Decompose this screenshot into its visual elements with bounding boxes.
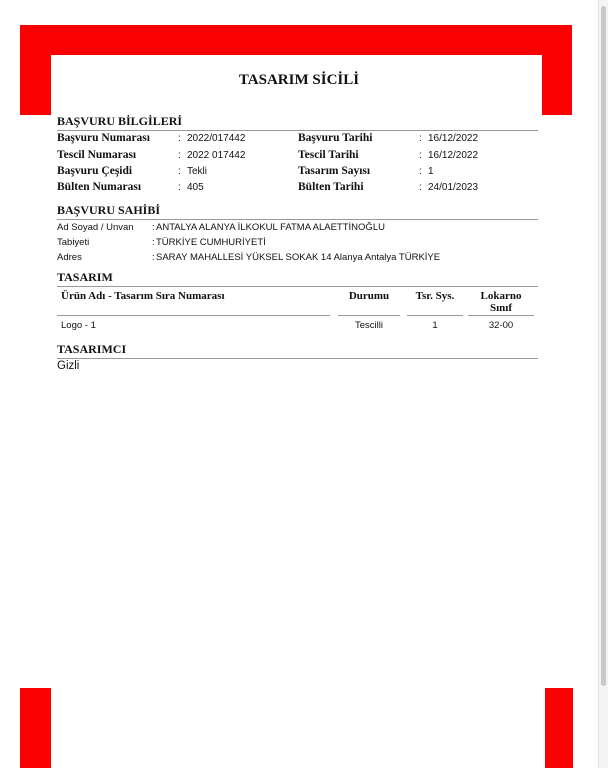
cell-lokarno: 32-00 — [488, 320, 514, 331]
label-adres: Adres — [57, 252, 82, 263]
value-basvuru-cesidi: Tekli — [187, 166, 208, 177]
vertical-scrollbar[interactable] — [598, 0, 608, 768]
label-basvuru-tarihi: Başvuru Tarihi — [298, 132, 373, 144]
label-basvuru-cesidi: Başvuru Çeşidi — [57, 165, 133, 177]
label-bulten-numarasi: Bülten Numarası — [57, 181, 142, 193]
value-tabiyeti: TÜRKİYE CUMHURİYETİ — [156, 237, 266, 248]
colon: : — [178, 133, 181, 144]
colon: : — [419, 182, 422, 193]
cell-durumu: Tescilli — [355, 320, 383, 331]
red-frame-bottom-left — [20, 688, 51, 768]
label-tabiyeti: Tabiyeti — [57, 237, 90, 248]
value-tasarim-sayisi: 1 — [428, 166, 434, 177]
cell-tsr-sys: 1 — [432, 320, 438, 331]
column-header-underline — [468, 315, 534, 316]
document-title: TASARIM SİCİLİ — [238, 72, 360, 88]
colon: : — [178, 166, 181, 177]
red-frame-top-left — [20, 25, 51, 115]
colon: : — [152, 237, 155, 248]
label-bulten-tarihi: Bülten Tarihi — [298, 181, 364, 193]
value-basvuru-numarasi: 2022/017442 — [187, 133, 246, 144]
colon: : — [178, 182, 181, 193]
value-bulten-numarasi: 405 — [187, 182, 204, 193]
colon: : — [152, 222, 155, 233]
section-heading-basvuru-sahibi: BAŞVURU SAHİBİ — [57, 203, 538, 220]
column-header-durumu: Durumu — [348, 290, 390, 302]
label-basvuru-numarasi: Başvuru Numarası — [57, 132, 150, 144]
label-tasarim-sayisi: Tasarım Sayısı — [298, 165, 371, 177]
red-frame-top-right — [542, 25, 572, 115]
column-header-tsr-sys: Tsr. Sys. — [415, 290, 455, 302]
column-header-lokarno: Lokarno — [480, 290, 522, 302]
column-header-sinif: Sınıf — [489, 302, 512, 314]
column-header-underline — [57, 315, 330, 316]
colon: : — [419, 166, 422, 177]
column-header-underline — [407, 315, 463, 316]
colon: : — [419, 150, 422, 161]
label-tescil-numarasi: Tescil Numarası — [57, 149, 137, 161]
value-adres: SARAY MAHALLESİ YÜKSEL SOKAK 14 Alanya Antalya TÜRKİYE — [156, 252, 441, 263]
cell-urun-adi: Logo - 1 — [61, 320, 96, 331]
value-tescil-numarasi: 2022 017442 — [187, 150, 246, 161]
value-basvuru-tarihi: 16/12/2022 — [428, 133, 479, 144]
value-bulten-tarihi: 24/01/2023 — [428, 182, 479, 193]
colon: : — [419, 133, 422, 144]
label-ad-soyad-unvan: Ad Soyad / Unvan — [57, 222, 134, 233]
section-heading-tasarimci: TASARIMCI — [57, 342, 538, 359]
scrollbar-thumb[interactable] — [601, 6, 606, 686]
value-ad-soyad-unvan: ANTALYA ALANYA İLKOKUL FATMA ALAETTİNOĞLU — [156, 222, 385, 233]
section-heading-basvuru-bilgileri: BAŞVURU BİLGİLERİ — [57, 114, 538, 131]
column-header-underline — [338, 315, 400, 316]
value-tescil-tarihi: 16/12/2022 — [428, 150, 479, 161]
red-frame-bottom-right — [545, 688, 573, 768]
value-tasarimci: Gizli — [57, 360, 80, 372]
colon: : — [178, 150, 181, 161]
section-heading-tasarim: TASARIM — [57, 270, 538, 287]
colon: : — [152, 252, 155, 263]
column-header-urun-adi: Ürün Adı - Tasarım Sıra Numarası — [61, 290, 225, 302]
label-tescil-tarihi: Tescil Tarihi — [298, 149, 359, 161]
red-frame-top — [20, 25, 572, 55]
